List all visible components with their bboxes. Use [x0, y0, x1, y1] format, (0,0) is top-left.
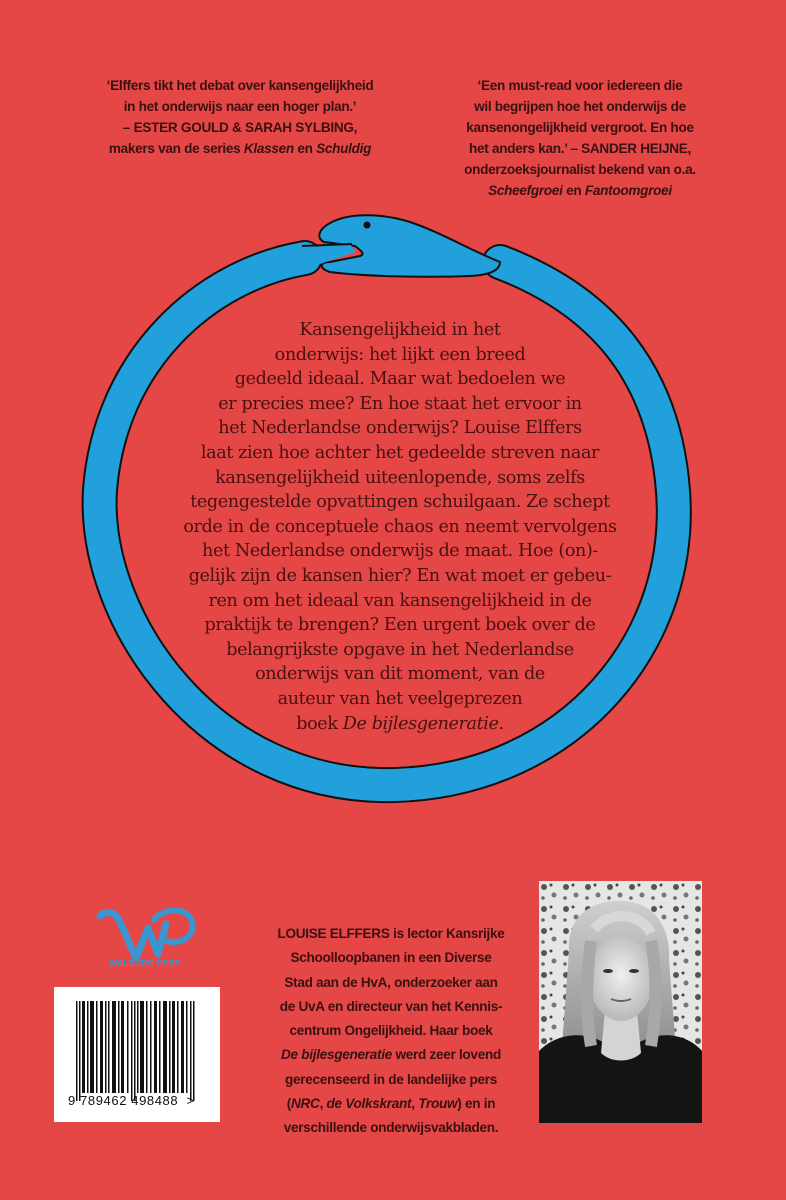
blurb-line: het Nederlandse onderwijs? Louise Elffers — [218, 418, 582, 439]
author-bio — [244, 922, 538, 1141]
bio-line — [244, 1043, 538, 1067]
blurb-line: er precies mee? En hoe staat het ervoor in — [218, 393, 582, 414]
blurb-line: Kansengelijkheid in het — [299, 320, 501, 340]
series-title: Schuldig — [316, 141, 372, 156]
book-title: De bijlesgeneratie — [281, 1047, 392, 1063]
blurb-line: gedeeld ideaal. Maar wat bedoelen we — [234, 369, 566, 390]
quote-text: makers van de series — [108, 141, 244, 156]
book-title: De bijlesgeneratie — [342, 713, 499, 734]
book-title: Scheefgroei — [488, 183, 563, 198]
blurb-line: belangrijkste opgave in het Nederlandse — [226, 639, 574, 660]
author-name: LOUISE ELFFERS — [277, 926, 390, 941]
isbn-barcode — [54, 987, 220, 1122]
quote-text: en — [562, 183, 585, 198]
quote-line: ‘Elffers tikt het debat over kansengelijkheid — [106, 78, 374, 93]
newspaper-title: Trouw — [418, 1096, 458, 1112]
bio-line: Schoolloopbanen in een Diverse — [290, 950, 492, 966]
bio-line: verschillende onderwijsvakbladen. — [283, 1120, 499, 1136]
bio-text: ( — [286, 1096, 291, 1112]
blurb-line: tegengestelde opvattingen schuilgaan. Ze schept — [190, 492, 610, 513]
bio-text: is lector Kansrijke — [389, 926, 505, 941]
blurb-line: gelijk zijn de kansen hier? En wat moet er gebeu- — [188, 565, 612, 586]
quote-line: ‘Een must-read voor iedereen die — [477, 78, 683, 93]
bio-line: gerecenseerd in de landelijke pers — [285, 1071, 497, 1087]
blurb-line: praktijk te brengen? Een urgent boek over de — [204, 615, 596, 636]
bio-text: , — [319, 1096, 327, 1112]
bio-text: ) en in — [457, 1096, 496, 1112]
blurb-line-last — [165, 712, 635, 737]
quote-line: kansenongelijkheid vergroot. En hoe — [466, 120, 694, 135]
quote-attribution-detail: onderzoeksjournalist bekend van o.a. — [464, 162, 696, 177]
bio-line: Stad aan de HvA, onderzoeker aan — [284, 974, 498, 990]
blurb-line: onderwijs van dit moment, van de — [255, 664, 545, 685]
blurb-line: het Nederlandse onderwijs de maat. Hoe (on)- — [202, 541, 598, 562]
bio-text: werd zeer lovend — [391, 1047, 501, 1063]
blurb-text: boek — [296, 713, 343, 734]
author-photo — [539, 881, 702, 1123]
bio-line: de UvA en directeur van het Kennis- — [279, 998, 503, 1014]
blurb-line: kansengelijkheid uiteenlopende, soms zelfs — [215, 467, 585, 488]
blurb-line: auteur van het veelgeprezen — [277, 688, 523, 709]
publisher-name: WALBURG PERS — [109, 958, 181, 968]
quote-attribution: het anders kan.’ – SANDER HEIJNE, — [468, 141, 692, 156]
quote-text: en — [293, 141, 317, 156]
blurb-text: . — [498, 713, 504, 734]
bio-line: centrum Ongelijkheid. Haar boek — [289, 1023, 493, 1039]
bio-text: , — [411, 1096, 419, 1112]
blurb-line: orde in de conceptuele chaos en neemt vervolgens — [183, 516, 617, 537]
series-title: Klassen — [243, 141, 294, 156]
book-blurb — [165, 318, 635, 736]
blurb-line: laat zien hoe achter het gedeelde streven naar — [200, 442, 600, 463]
blurb-line: onderwijs: het lijkt een breed — [274, 344, 526, 365]
book-title: Fantoomgroei — [584, 183, 672, 198]
barcode-icon — [76, 1001, 196, 1101]
quote-line: in het onderwijs naar een hoger plan.’ — [123, 99, 357, 114]
bio-line — [244, 922, 538, 946]
newspaper-title: NRC — [291, 1096, 320, 1112]
bio-line — [244, 1092, 538, 1116]
blurb-line: ren om het ideaal van kansengelijkheid in de — [208, 590, 592, 611]
newspaper-title: de Volkskrant — [326, 1096, 412, 1112]
quote-attribution: – ESTER GOULD & SARAH SYLBING, — [122, 120, 358, 135]
quote-line: wil begrijpen hoe het onderwijs de — [474, 99, 686, 114]
portrait-image — [539, 881, 702, 1123]
isbn-number: 9 789462 498488 > — [68, 1093, 195, 1108]
